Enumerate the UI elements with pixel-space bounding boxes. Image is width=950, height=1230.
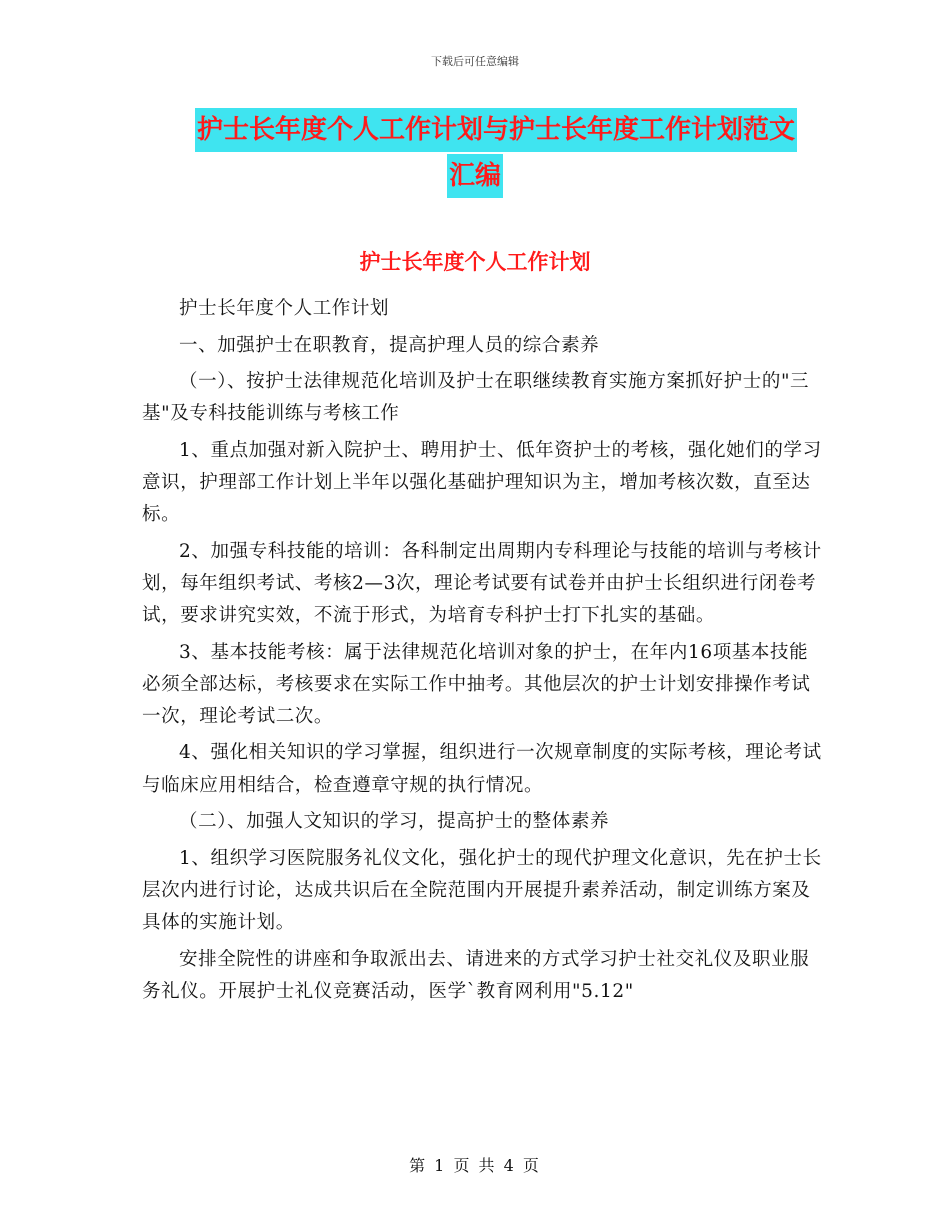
- title-line-1: 护士长年度个人工作计划与护士长年度工作计划范文: [195, 108, 797, 152]
- title-line-2: 汇编: [447, 154, 503, 198]
- paragraph: 3、基本技能考核：属于法律规范化培训对象的护士，在年内16项基本技能必须全部达标，考核要求在实际工作中抽考。其他层次的护士计划安排操作考试一次，理论考试二次。: [142, 641, 811, 727]
- paragraph: （一）、按护士法律规范化培训及护士在职继续教育实施方案抓好护士的"三基"及专科技能训练与考核工作: [142, 371, 810, 425]
- paragraph: 1、重点加强对新入院护士、聘用护士、低年资护士的考核，强化她们的学习意识，护理部工作计划上半年以强化基础护理知识为主，增加考核次数，直至达标。: [142, 439, 822, 526]
- document-body: [142, 293, 822, 1012]
- paragraph: 安排全院性的讲座和争取派出去、请进来的方式学习护士社交礼仪及职业服务礼仪。开展护士礼仪竞赛活动，医学`教育网利用"5.12": [142, 948, 810, 1002]
- page-footer: 第 1 页 共 4 页: [409, 1156, 541, 1175]
- page-header-note: 下载后可任意编辑: [431, 55, 519, 68]
- paragraph: 1、组织学习医院服务礼仪文化，强化护士的现代护理文化意识，先在护士长层次内进行讨论，达成共识后在全院范围内开展提升素养活动，制定训练方案及具体的实施计划。: [142, 847, 822, 934]
- section-heading: 护士长年度个人工作计划: [359, 250, 591, 274]
- paragraph: 2、加强专科技能的培训：各科制定出周期内专科理论与技能的培训与考核计划，每年组织考试、考核2—3次，理论考试要有试卷并由护士长组织进行闭卷考试，要求讲究实效，不流于形式，为培育专科护士打下扎实的基础。: [142, 540, 822, 627]
- paragraph: 4、强化相关知识的学习掌握，组织进行一次规章制度的实际考核，理论考试与临床应用相结合，检查遵章守规的执行情况。: [142, 742, 822, 796]
- paragraph: 护士长年度个人工作计划: [179, 298, 390, 319]
- paragraph: （二）、加强人文知识的学习，提高护士的整体素养: [179, 811, 610, 833]
- paragraph: 一、加强护士在职教育，提高护理人员的综合素养: [179, 334, 600, 356]
